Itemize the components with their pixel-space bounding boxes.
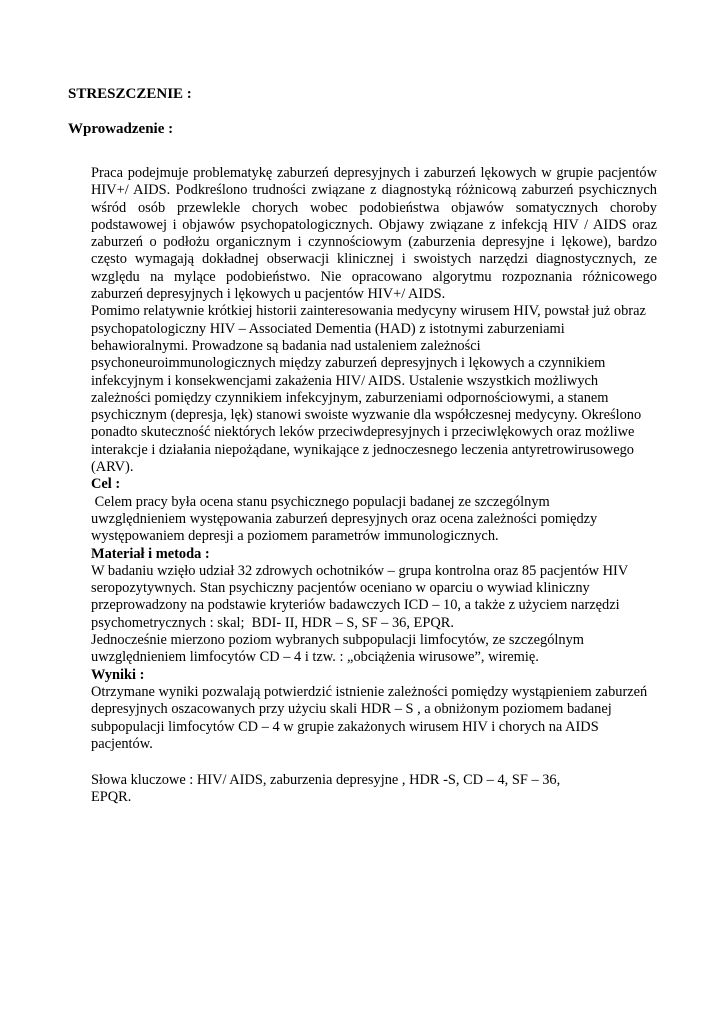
abstract-heading: STRESZCZENIE :: [68, 86, 192, 102]
text-line: podstawowej i objawów psychopatologicznych. Objawy związane z infekcją HIV / AIDS oraz: [91, 216, 657, 233]
methods-heading: Materiał i metoda :: [91, 545, 210, 562]
aim-paragraph: [91, 494, 657, 546]
text-line: psychopatologiczny HIV – Associated Dementia (HAD) z istotnymi zaburzeniami: [91, 320, 565, 337]
text-line: seropozytywnych. Stan psychiczny pacjentów oceniano w oparciu o wywiad kliniczny: [91, 580, 590, 597]
abstract-body: [91, 165, 657, 753]
keywords-line: EPQR.: [91, 789, 132, 806]
text-line: infekcyjnym i konsekwencjami zakażenia HIV/ AIDS. Ustalenie wszystkich możliwych: [91, 372, 599, 389]
text-line: zaburzeń o podłożu organicznym i czynnościowym (zaburzenia depresyjne i lękowe), bardzo: [91, 234, 657, 251]
text-line: uwzględnieniem występowania zaburzeń depresyjnych oraz ocena zależności pomiędzy: [91, 510, 598, 527]
aim-heading: Cel :: [91, 476, 121, 493]
text-line: W badaniu wzięło udział 32 zdrowych ochotników – grupa kontrolna oraz 85 pacjentów HIV: [91, 562, 629, 579]
text-line: wśród osób przewlekle chorych wobec podobieństwa objawów somatycznych choroby: [91, 199, 657, 216]
text-line: uwzględnieniem limfocytów CD – 4 i tzw. : „obciążenia wirusowe”, wiremię.: [91, 649, 539, 666]
text-line: psychometrycznych : skal; BDI- II, HDR – S, SF – 36, EPQR.: [91, 614, 454, 631]
text-line: Praca podejmuje problematykę zaburzeń depresyjnych i zaburzeń lękowych w grupie pacjentów: [91, 165, 657, 181]
text-line: Otrzymane wyniki pozwalają potwierdzić istnienie zależności pomiędzy wystąpieniem zaburzeń: [91, 683, 648, 700]
text-line: ponadto skuteczność niektórych leków przeciwdepresyjnych i przeciwlękowych oraz możliwe: [91, 424, 635, 441]
text-line: często wymagają dokładnej obserwacji klinicznej i swoistych narzędzi diagnostycznych, ze: [91, 251, 657, 268]
text-line: behawioralnymi. Prowadzone są badania nad ustaleniem zależności: [91, 337, 481, 354]
keywords-section: [91, 772, 657, 807]
text-line: psychicznym (depresja, lęk) stanowi swoiste wyzwanie dla współczesnej medycyny. Określono: [91, 407, 642, 424]
text-line: względu na mylące podobieństwo. Nie opracowano algorytmu rozpoznania różnicowego: [91, 268, 657, 285]
results-heading: Wyniki :: [91, 666, 145, 683]
methods-paragraph-1: [91, 563, 657, 632]
text-line: przeprowadzony na podstawie kryteriów badawczych ICD – 10, a także z użyciem narzędzi: [91, 597, 620, 614]
introduction-paragraph-1: [91, 165, 657, 303]
text-line: depresyjnych oszacowanych przy użyciu skali HDR – S , a obniżonym poziomem badanej: [91, 701, 612, 718]
text-line: psychoneuroimmunologicznych między zaburzeń depresyjnych i lękowych a czynnikiem: [91, 355, 606, 372]
text-line: Pomimo relatywnie krótkiej historii zainteresowania medycyny wirusem HIV, powstał już obraz: [91, 303, 646, 320]
results-paragraph: [91, 684, 657, 753]
introduction-heading: Wprowadzenie :: [68, 121, 174, 137]
text-line: Jednocześnie mierzono poziom wybranych subpopulacji limfocytów, ze szczególnym: [91, 632, 584, 649]
text-line: Celem pracy była ocena stanu psychicznego populacji badanej ze szczególnym: [91, 493, 550, 510]
keywords-line: Słowa kluczowe : HIV/ AIDS, zaburzenia depresyjne , HDR -S, CD – 4, SF – 36,: [91, 772, 561, 788]
text-line: występowaniem depresji a poziomem parametrów immunologicznych.: [91, 528, 499, 545]
introduction-paragraph-2: [91, 303, 657, 476]
text-line: zaburzeń depresyjnych i lękowych u pacjentów HIV+/ AIDS.: [91, 286, 446, 303]
methods-paragraph-2: [91, 632, 657, 667]
text-line: (ARV).: [91, 459, 134, 476]
text-line: subpopulacji limfocytów CD – 4 w grupie zakażonych wirusem HIV i chorych na AIDS: [91, 718, 599, 735]
text-line: HIV+/ AIDS. Podkreślono trudności związane z diagnostyką różnicową zaburzeń psychicznych: [91, 182, 657, 199]
text-line: zależności pomiędzy czynnikiem infekcyjnym, zaburzeniami odpornościowymi, a stanem: [91, 389, 609, 406]
text-line: interakcje i działania niepożądane, wynikające z jednoczesnego leczenia antyretrowirusowego: [91, 441, 634, 458]
text-line: pacjentów.: [91, 735, 153, 752]
